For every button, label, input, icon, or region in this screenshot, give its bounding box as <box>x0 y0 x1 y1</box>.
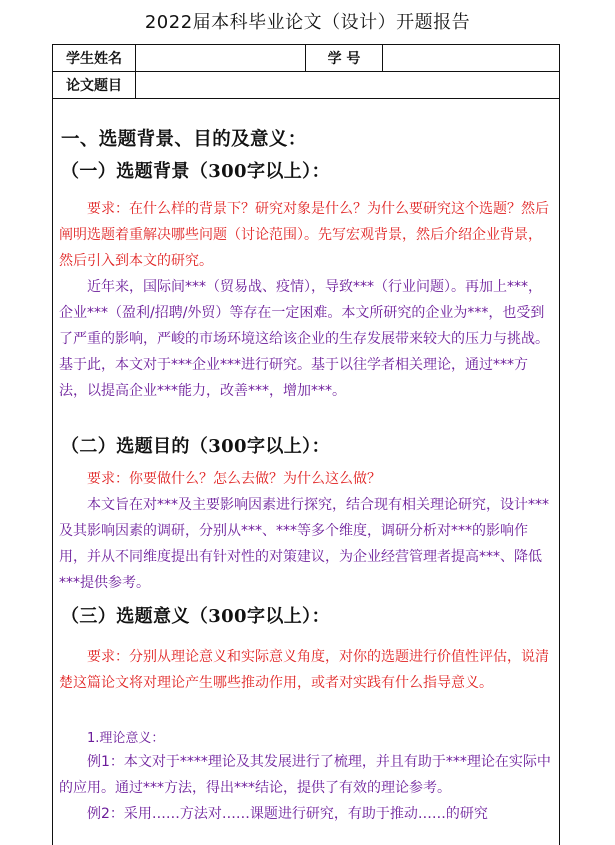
significance-example-2: 例2：采用……方法对……课题进行研究，有助于推动……的研究 <box>87 806 488 822</box>
proposal-form <box>52 44 560 845</box>
background-heading: （一）选题背景（300字以上）： <box>61 161 330 182</box>
background-body: 近年来，国际间***（贸易战、疫情），导致***（行业问题）。再加上***，企业***（盈利/招聘/外贸）等存在一定困难。本文所研究的企业为***，也受到了严重的影响，严峻的市场环境这给该企业的生存发展带来较大的压力与挑战。基于此，本文对于***企业***进行研究。基于以往学者相关理论，通过***方法，以提高企业***能力，改善***，增加***。 <box>59 279 549 399</box>
thesis-title-field[interactable] <box>136 72 559 98</box>
student-info-row <box>53 45 559 72</box>
significance-example-1: 例1：本文对于****理论及其发展进行了梳理，并且有助于***理论在实际中的应用。通过***方法，得出***结论，提供了有效的理论参考。 <box>59 754 551 796</box>
purpose-requirement: 要求：你要做什么？怎么去做？为什么这么做？ <box>87 471 381 487</box>
student-name-label: 学生姓名 <box>53 45 136 71</box>
student-id-label: 学 号 <box>306 45 383 71</box>
theory-significance-subheading: 1.理论意义： <box>87 731 165 746</box>
significance-heading: （三）选题意义（300字以上）： <box>61 606 330 627</box>
purpose-heading: （二）选题目的（300字以上）： <box>61 436 330 457</box>
student-id-field[interactable] <box>383 45 559 71</box>
significance-requirement: 要求：分别从理论意义和实际意义角度，对你的选题进行价值性评估，说清楚这篇论文将对理论产生哪些推动作用，或者对实践有什么指导意义。 <box>59 649 549 691</box>
student-name-field[interactable] <box>136 45 306 71</box>
document-title: 2022届本科毕业论文（设计）开题报告 <box>144 12 471 33</box>
thesis-title-label: 论文题目 <box>53 72 136 98</box>
purpose-body: 本文旨在对***及主要影响因素进行探究，结合现有相关理论研究，设计***及其影响因素的调研，分别从***、***等多个维度，调研分析对***的影响作用，并从不同维度提出有针对性的对策建议，为企业经营管理者提高***、降低***提供参考。 <box>59 497 549 591</box>
section1-heading: 一、选题背景、目的及意义： <box>61 129 307 150</box>
thesis-title-row <box>53 72 559 99</box>
background-requirement: 要求：在什么样的背景下？研究对象是什么？为什么要研究这个选题？然后阐明选题着重解决哪些问题（讨论范围）。先写宏观背景，然后介绍企业背景，然后引入到本文的研究。 <box>59 201 549 269</box>
